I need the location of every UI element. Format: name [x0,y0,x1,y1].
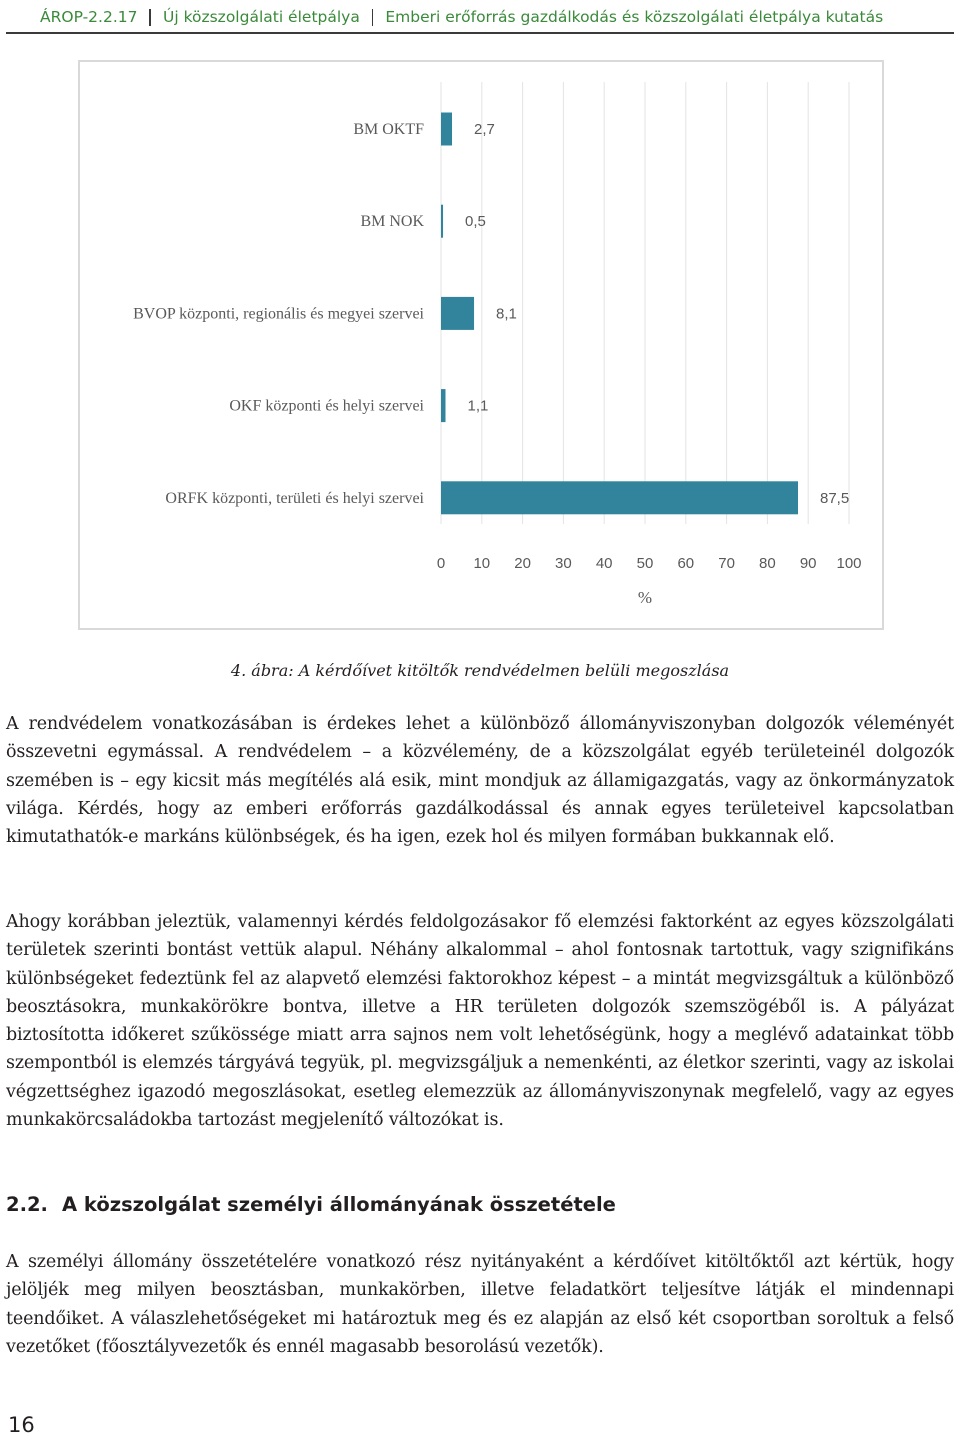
data-label: 0,5 [465,213,486,231]
x-tick-label: 10 [473,555,491,572]
x-tick-label: 90 [799,555,817,572]
data-label: 2,7 [474,121,495,138]
page-number: 16 [8,1413,35,1437]
data-label: 87,5 [820,489,850,507]
bar [441,389,445,422]
section-heading [6,1193,616,1216]
header-separator [149,9,151,26]
bar-chart-svg [80,62,886,632]
body-paragraph-2: Ahogy korábban jeleztük, valamennyi kérdés feldolgozásakor fő elemzési faktorként az egyes közszolgálati területek szerinti bontást vettük alapul. Néhány alkalommal – ahol fontosnak tartottuk, vagy szignifikáns különbségeket fedeztünk fel az alapvető elemzési faktorokhoz képest – a mintát megvizsgáltuk a különböző beosztásokra, munkakörökre bontva, illetve a HR területen dolgozók szemszögéből is. A pályázat biztosította időkeret szűkössége miatt arra sajnos nem volt lehetőségünk, hogy a meglévő adatainkat több szempontból is elemzés tárgyává tegyük, pl. megvizsgáljuk a nemenkénti, az életkor szerinti, vagy az iskolai végzettséghez igazodó megoszlásokat, esetleg elemezzük az állományviszonynak megfelelő, vagy az egyes munkakörcsaládokba tartozást megjelenítő változókat is. [6,912,954,1131]
x-tick-label: 70 [718,555,735,572]
section-title: A közszolgálat személyi állományának összetétele [62,1193,616,1216]
x-tick-label: 0 [436,555,446,572]
data-label: 1,1 [467,397,489,415]
bar [441,113,452,146]
category-label: ORFK központi, területi és helyi szervei [165,489,424,507]
header-separator [372,9,374,26]
header-project-code: ÁROP-2.2.17 [40,8,138,26]
header-project-name: Új közszolgálati életpálya [162,8,360,26]
figure-caption: 4. ábra: A kérdőívet kitöltők rendvédelmen belüli megoszlása [230,661,730,680]
x-tick-label: 80 [759,555,776,572]
category-label: OKF központi és helyi szervei [229,397,424,415]
bar-chart [78,60,884,630]
x-tick-label: 40 [595,555,613,572]
category-label: BM OKTF [353,121,424,138]
x-tick-label: 60 [677,555,695,572]
bar [441,481,798,514]
category-label: BM NOK [360,213,424,231]
x-axis-title: % [637,588,653,607]
body-paragraph-1: A rendvédelem vonatkozásában is érdekes lehet a különböző állományviszonyban dolgozók véleményét összevetni egymással. A rendvédelem – a közvélemény, de a közszolgálat egyéb területeinél dolgozók szemében is – egy kicsit más megítélés alá esik, mint mondjuk az államigazgatás, vagy az önkormányzatok világa. Kérdés, hogy az emberi erőforrás gazdálkodással és annak egyes területeivel kapcsolatban kimutathatók-e markáns különbségek, és ha igen, ezek hol és milyen formában bukkannak elő. [6,714,954,848]
bar [441,297,474,330]
body-paragraph-3: A személyi állomány összetételére vonatkozó rész nyitányaként a kérdőívet kitöltőktől azt kértük, hogy jelöljék meg milyen beosztásban, munkakörben, illetve feladatkört teljesítve látják el mindennapi teendőiket. A válaszlehetőségeket mi határoztuk meg és ez alapján az első két csoportban soroltuk a felső vezetőket (főosztályvezetők és ennél magasabb besorolású vezetők). [6,1252,954,1357]
category-label: BVOP központi, regionális és megyei szervei [133,305,424,323]
x-tick-label: 20 [514,555,531,572]
data-label: 8,1 [496,305,517,323]
x-tick-label: 50 [636,555,654,572]
bar [441,205,443,238]
running-header [6,0,954,34]
x-tick-label: 30 [555,555,572,572]
x-tick-label: 100 [836,555,862,572]
header-subtitle: Emberi erőforrás gazdálkodás és közszolgálati életpálya kutatás [385,8,884,26]
section-number: 2.2. [6,1193,48,1216]
